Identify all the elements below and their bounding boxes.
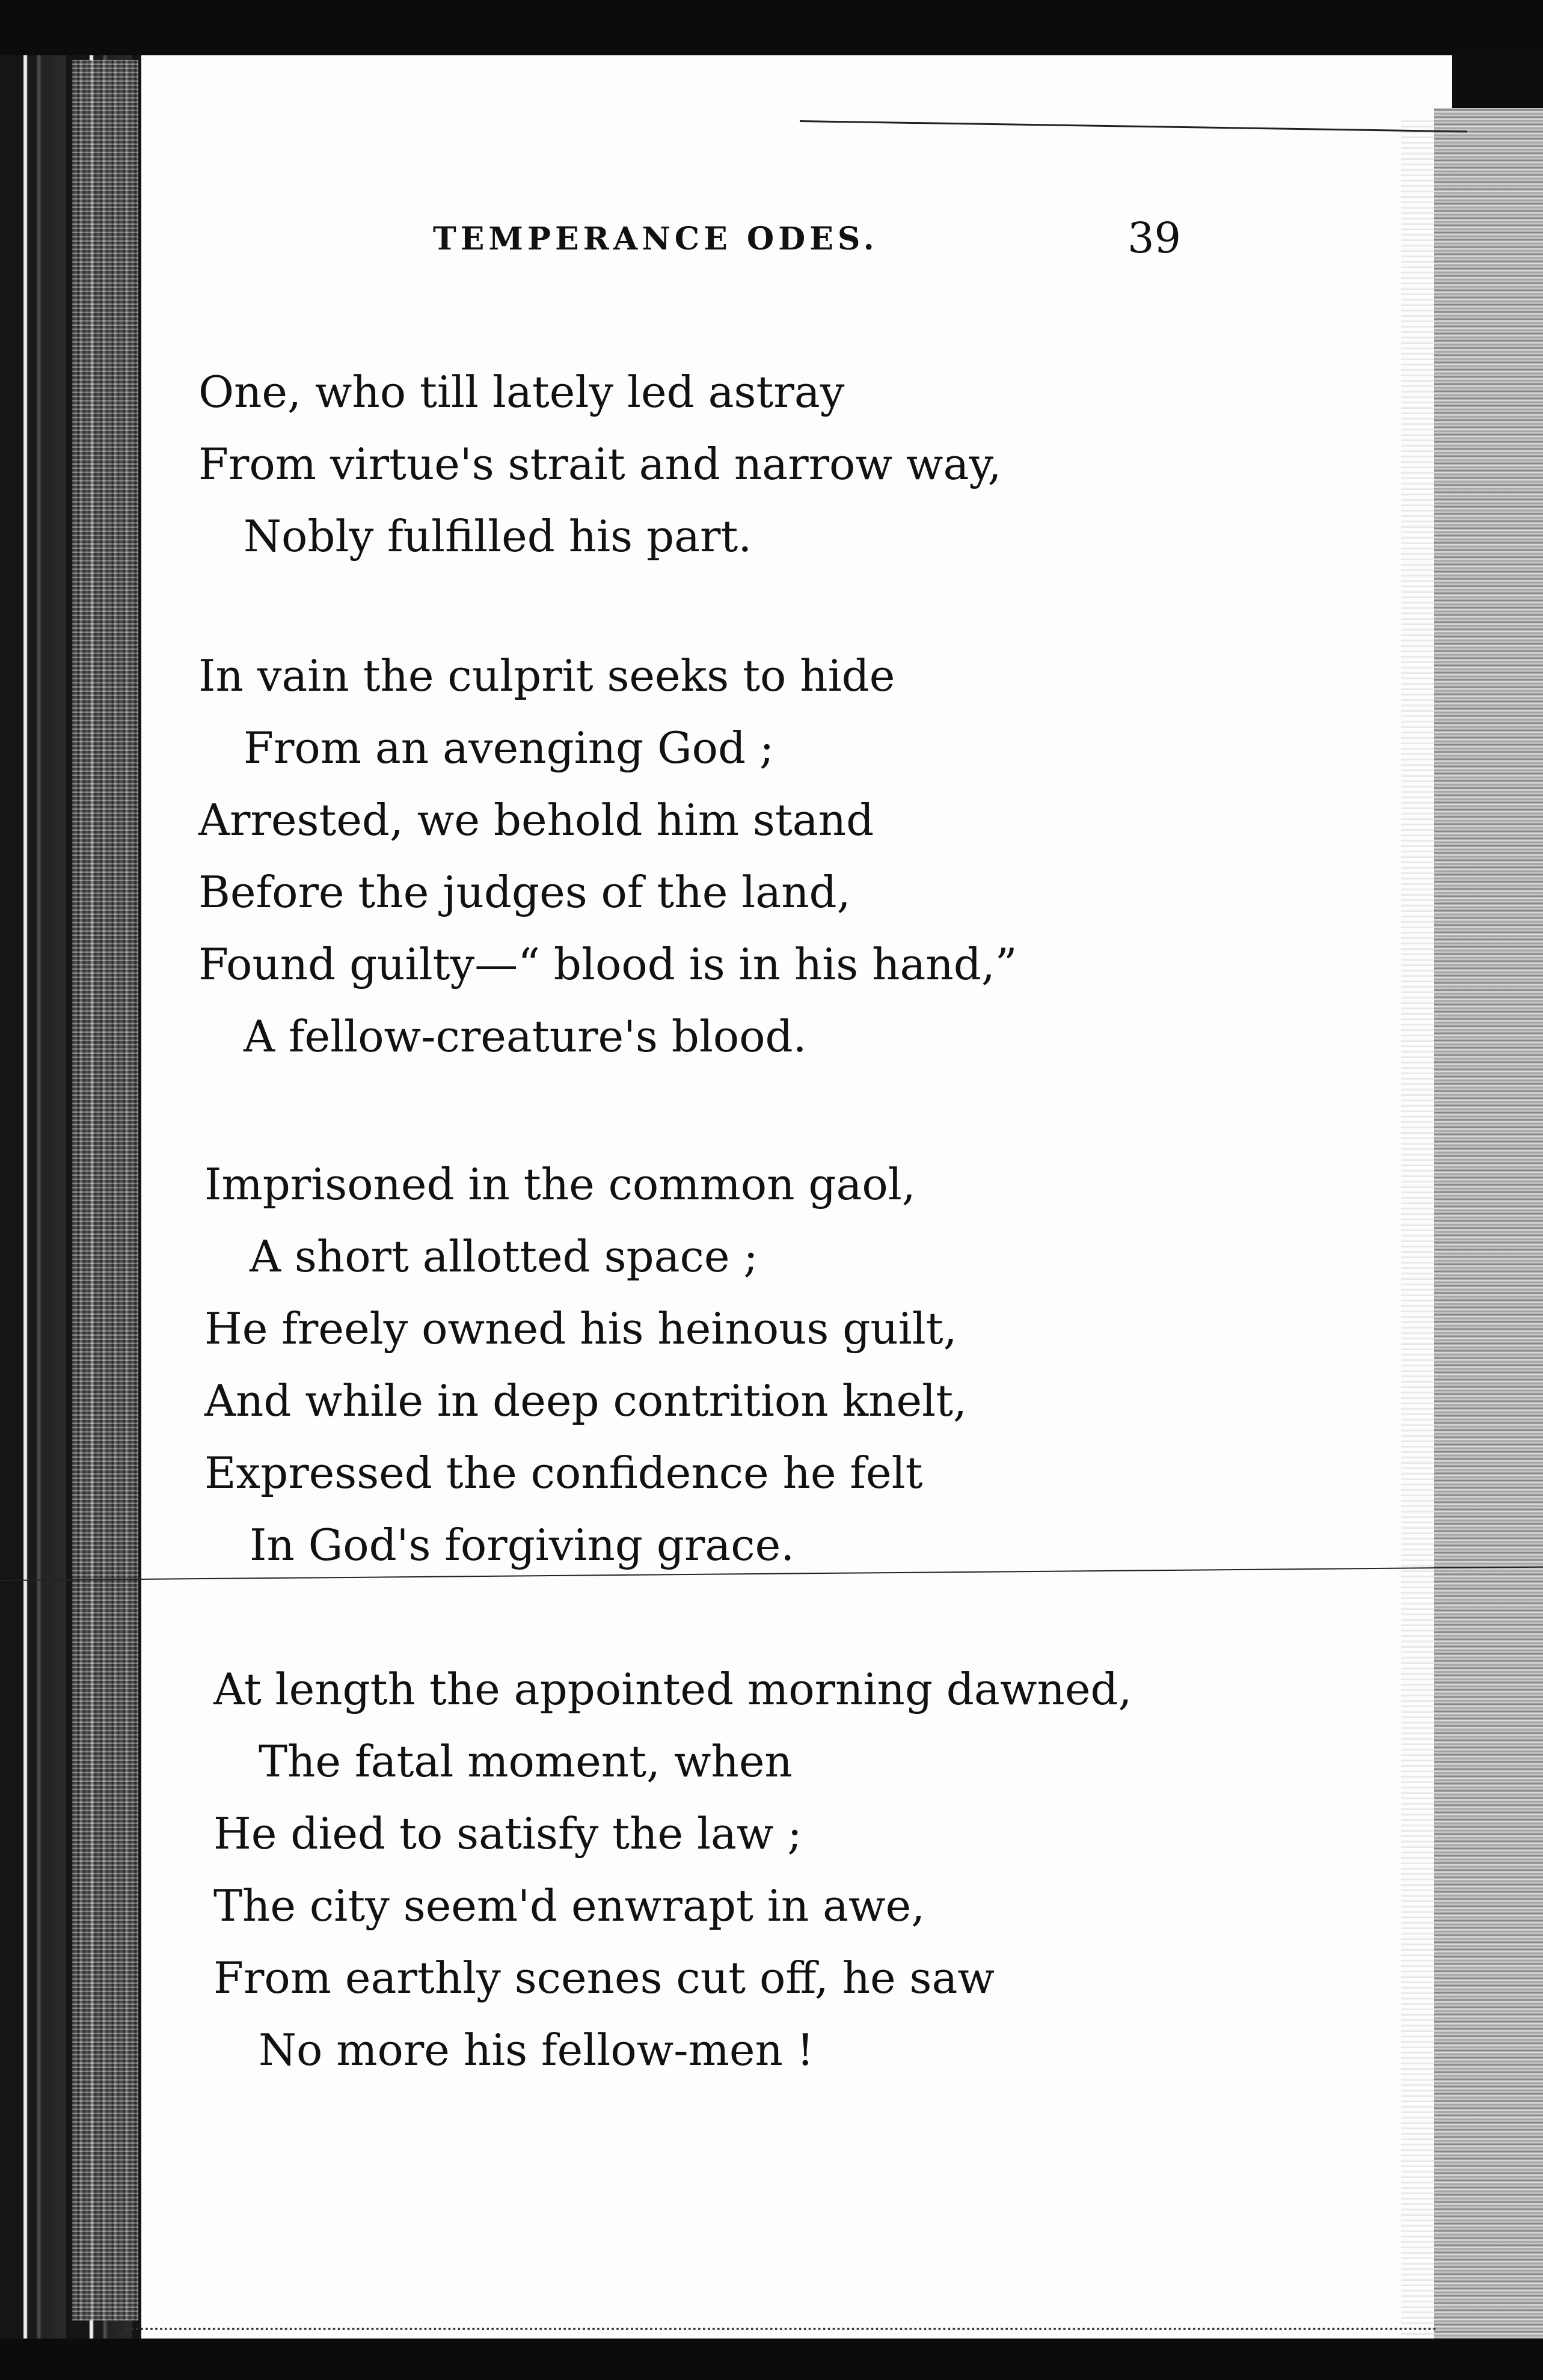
- verse-line: At length the appointed morning dawned,: [213, 1664, 1132, 1715]
- verse-line: He freely owned his heinous guilt,: [204, 1303, 957, 1354]
- stanza: [213, 1653, 1132, 2086]
- verse-line: Found guilty—“ blood is in his hand,”: [198, 939, 1017, 990]
- stanza: [198, 356, 1001, 572]
- page-number: 39: [1127, 213, 1182, 263]
- verse-line-indented: Nobly fulfilled his part.: [244, 511, 752, 561]
- scanner-bottom-border: [0, 2339, 1543, 2380]
- verse-line: Arrested, we behold him stand: [198, 795, 874, 845]
- scan-artifact-line: [126, 2328, 1437, 2330]
- verse-line: The city seem'd enwrapt in awe,: [213, 1880, 925, 1931]
- verse-line-indented: From an avenging God ;: [244, 723, 775, 773]
- verse-line-indented: The fatal moment, when: [259, 1736, 793, 1787]
- verse-line: From earthly scenes cut off, he saw: [213, 1953, 995, 2003]
- verse-line: From virtue's strait and narrow way,: [198, 439, 1002, 489]
- verse-line: Imprisoned in the common gaol,: [204, 1159, 916, 1210]
- verse-line: He died to satisfy the law ;: [213, 1808, 802, 1859]
- verse-line: Before the judges of the land,: [198, 867, 851, 917]
- ragged-page-edge: [1434, 108, 1543, 2380]
- verse-line-indented: A short allotted space ;: [250, 1231, 758, 1282]
- scanner-top-border: [0, 0, 1543, 55]
- verse-line-indented: No more his fellow-men !: [259, 2025, 814, 2075]
- verse-line-indented: In God's forgiving grace.: [250, 1520, 795, 1570]
- verse-line: In vain the culprit seeks to hide: [198, 650, 895, 701]
- verse-line-indented: A fellow-creature's blood.: [244, 1011, 807, 1062]
- stanza: [204, 1148, 967, 1581]
- stanza: [198, 640, 1017, 1072]
- running-head: TEMPERANCE ODES.: [433, 221, 879, 257]
- verse-line: And while in deep contrition knelt,: [204, 1375, 967, 1426]
- verse-line: Expressed the confidence he felt: [204, 1448, 923, 1498]
- verse-line: One, who till lately led astray: [198, 367, 845, 417]
- gutter-shadow: [72, 60, 138, 2320]
